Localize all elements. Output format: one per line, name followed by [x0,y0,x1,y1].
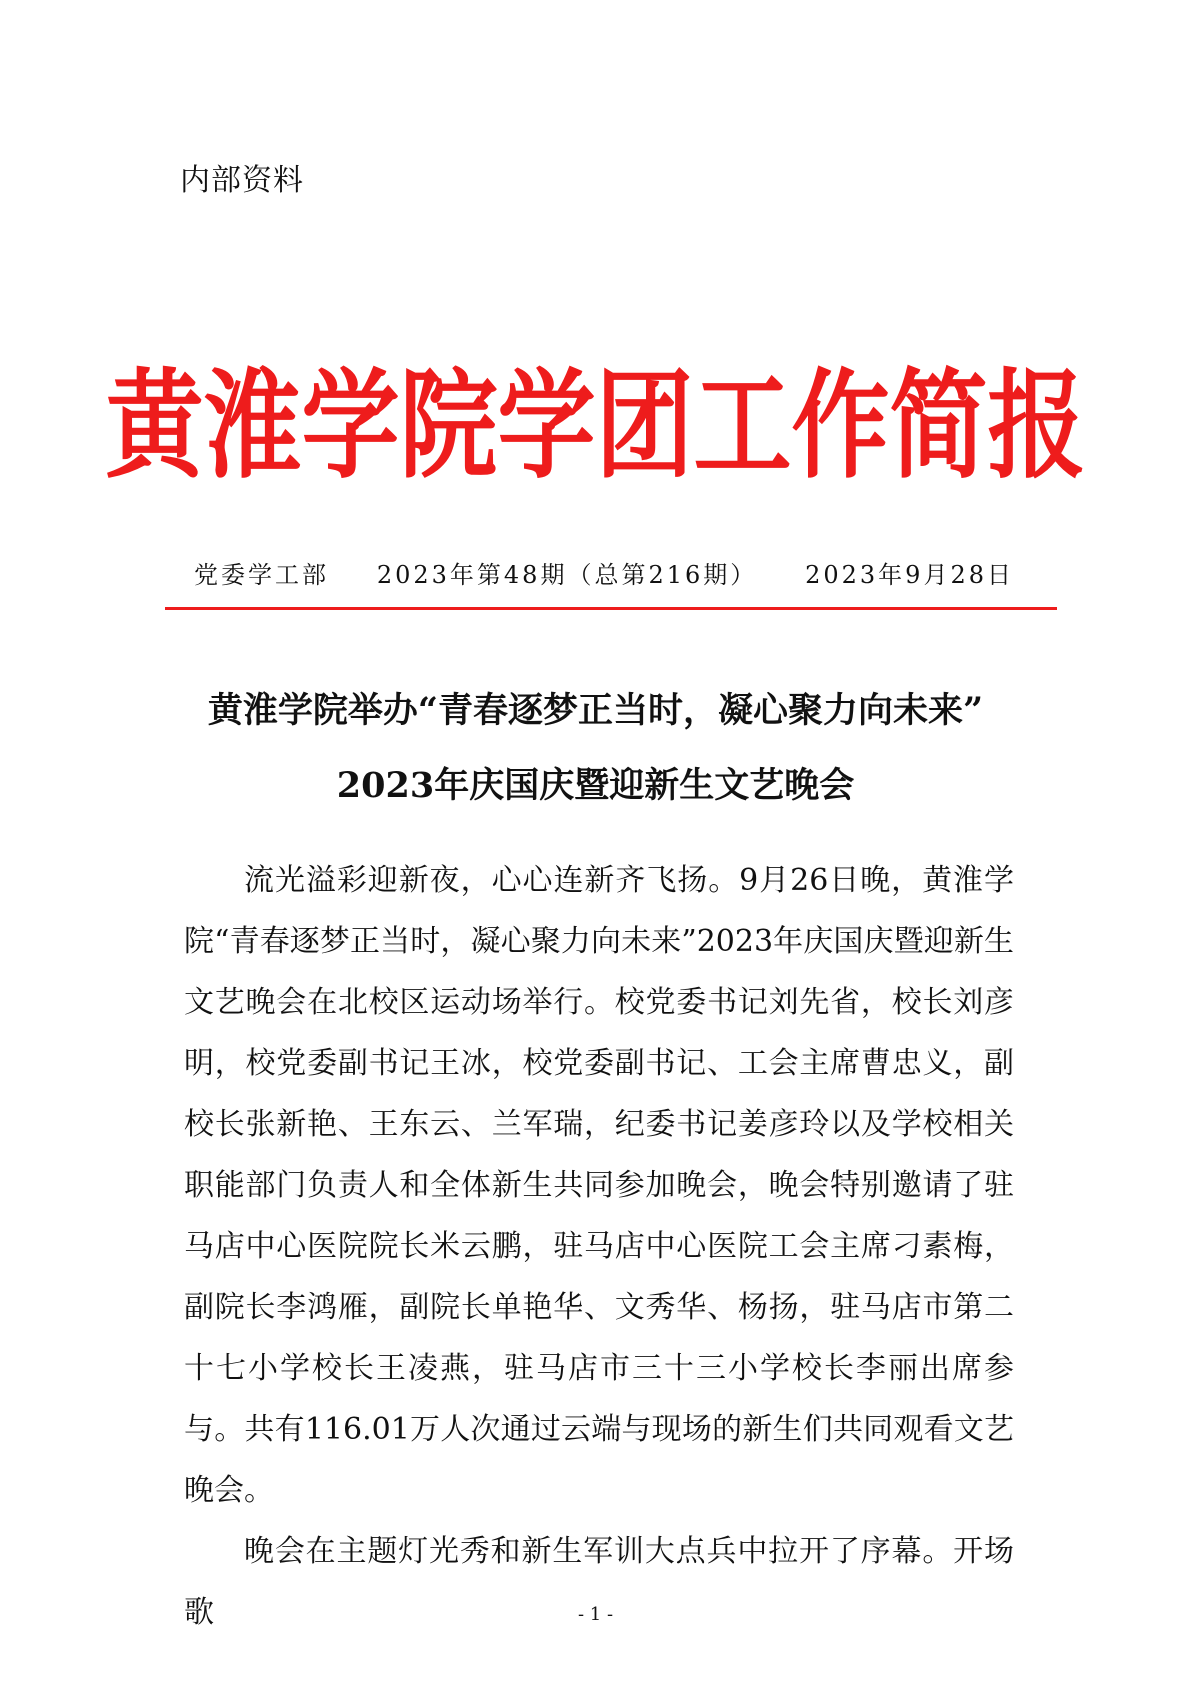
issue-number: 2023年第48期（总第216期） [376,561,758,589]
body-paragraph: 晚会在主题灯光秀和新生军训大点兵中拉开了序幕。开场歌 [184,1534,1014,1630]
issuing-department: 党委学工部 [194,561,329,589]
issue-info-line [194,555,1014,590]
issue-date: 2023年9月28日 [805,561,1014,589]
article-title-line-1: 黄淮学院举办“青春逐梦正当时，凝心聚力向未来” [207,690,984,731]
article-title-line-2: 2023年庆国庆暨迎新生文艺晚会 [336,765,855,806]
newsletter-masthead: 黄淮学院学团工作简报 [105,357,1086,496]
page-number: - 1 - [577,1604,614,1625]
article-body [184,850,1014,1643]
body-paragraph: 流光溢彩迎新夜，心心连新齐飞扬。9月26日晚，黄淮学院“青春逐梦正当时，凝心聚力向未来”2023年庆国庆暨迎新生文艺晚会在北校区运动场举行。校党委书记刘先省，校长刘彦明，校党委副书记王冰，校党委副书记、工会主席曹忠义，副校长张新艳、王东云、兰军瑞，纪委书记姜彦玲以及学校相关职能部门负责人和全体新生共同参加晚会，晚会特别邀请了驻马店中心医院院长米云鹏，驻马店中心医院工会主席刁素梅，副院长李鸿雁，副院长单艳华、文秀华、杨扬，驻马店市第二十七小学校长王凌燕，驻马店市三十三小学校长李丽出席参与。共有116.01万人次通过云端与现场的新生们共同观看文艺晚会。 [184,863,1014,1508]
classification-label: 内部资料 [180,163,304,198]
red-divider-rule [165,607,1057,610]
